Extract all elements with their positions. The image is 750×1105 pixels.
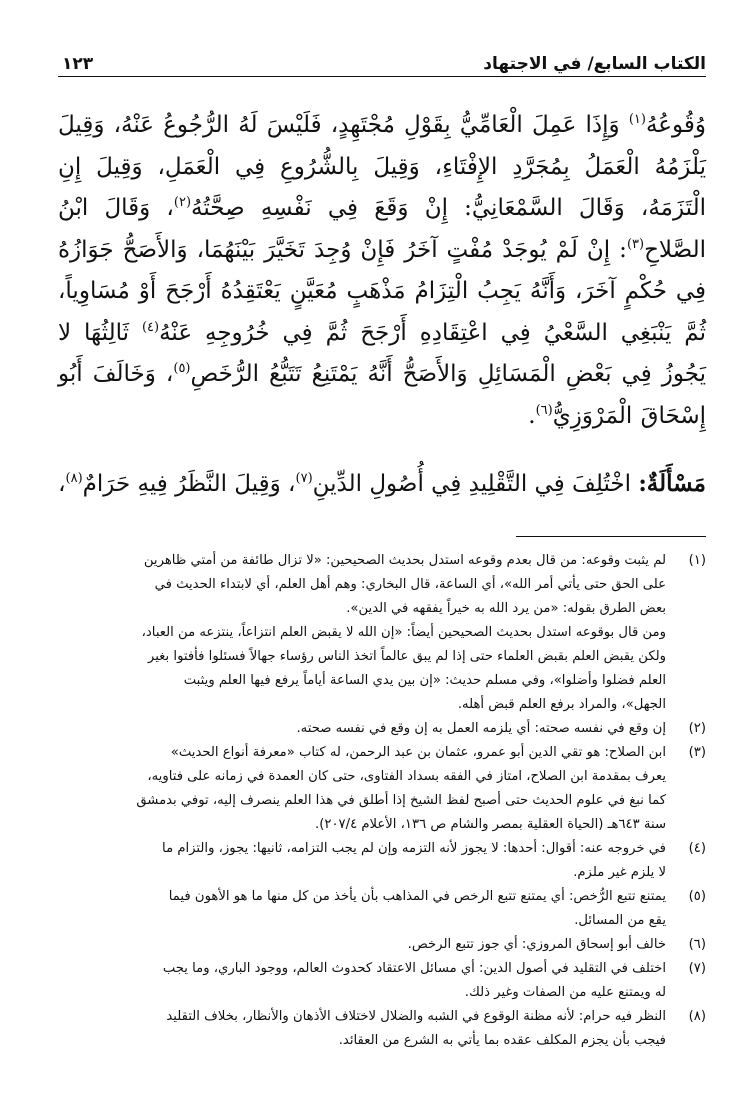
masala-text-segment: ، [58,471,66,497]
footnote-2 [58,717,706,741]
book-page [58,40,706,1080]
footnote-ref[interactable]: (١) [628,112,646,127]
footnote-line: يمتنع تتبع الرُّخص: أي يمتنع تتبع الرخص في المذاهب بأن يأخذ من كل منها ما هو الأهون فيما [168,888,666,904]
footnote-line: النظر فيه حرام: لأنه مظنة الوقوع في الشبه والضلال لاختلاف الأذهان والأنظار، بخلاف التقليد [166,1008,666,1024]
footnote-ref[interactable]: (٧) [295,471,313,486]
main-text [58,105,706,437]
footnote-line: فيجب بأن يجزم المكلف عقده بما يأتي به الشرع من العقائد. [338,1032,666,1048]
footnote-ref[interactable]: (٢) [173,195,192,210]
footnote-line: اختلف في التقليد في أصول الدين: أي مسائل الاعتقاد كحدوث العالم، ووجود الباري، وما يجب [162,960,666,976]
footnote-line: ابن الصلاح: هو تقي الدين أبو عمرو، عثمان بن عبد الرحمن، له كتاب «معرفة أنواع الحديث» [170,744,666,760]
footnote-line: له ويمتنع عليه من الصفات وغير ذلك. [464,984,666,1000]
footnote-line: يعرف بمقدمة ابن الصلاح، امتاز في الفقه بسداد الفتاوى، حتى كان العمدة في زمانه على فتاويه، [147,768,666,784]
main-text-segment: ثَالِثُهَا لا يَجُوزُ فِي بَعْضِ الْمَسَائِلِ وَالأَصَحُّ أَنَّهُ يَمْتَنِعُ تَتَبُّعُ الرُّخَصِ [58,319,706,387]
footnote-number: (٣) [688,744,706,760]
footnote-number: (٥) [688,888,706,904]
masala-paragraph [58,463,706,506]
footnote-number: (١) [688,552,706,568]
footnote-1 [58,549,706,717]
footnote-number: (٧) [688,960,706,976]
footnote-line: يقع من المسائل. [574,912,666,928]
footnote-line: كما نبغ في علوم الحديث حتى أصبح لفظ الشيخ إذا أطلق في هذا العلم ينصرف إليه، توفي بدمشق [136,792,666,808]
masala-keyword: مَسْأَلَةٌ: [638,470,706,497]
footnote-line: على الحق حتى يأتي أمر الله»، أي الساعة، قال البخاري: وهم أهل العلم، أي لابتداء الحديث في [154,576,666,592]
footnote-7 [58,957,706,1005]
footnote-line: إن وقع في نفسه صحته: أي يلزمه العمل به إن وقع في نفسه صحته. [296,720,666,736]
footnote-ref[interactable]: (٣) [626,236,645,252]
footnote-line: الجهل»، والمراد برفع العلم قبض أهله. [457,696,666,712]
footnote-ref[interactable]: (٥) [173,361,191,376]
footnote-line: في خروجه عنه: أقوال: أحدها: لا يجوز لأنه التزمه وإن لم يجب التزامه، ثانيها: يجوز، والتزام ما [162,840,666,856]
footnote-number: (٤) [688,840,706,856]
footnote-number: (٢) [688,720,706,736]
footnote-line: ومن قال بوقوعه استدل بحديث الصحيحين أيضاً: «إن الله لا يقبض العلم انتزاعاً، ينتزعه من العباد، [141,624,666,640]
footnote-line: بعض الطرق بقوله: «من يرد الله به خيراً يفقهه في الدين». [346,600,666,616]
main-text-segment: . [528,402,536,429]
main-text-segment: وَإِذَا عَمِلَ الْعَامِّيُّ بِقَوْلِ مُجْتَهِدٍ، فَلَيْسَ لَهُ الرُّجُوعُ عَنْهُ، وَقِيلَ يَلْزَمُهُ الْعَمَلُ بِمُجَرَّدِ الإِفْتَاءِ، وَقِيلَ بِالشُّرُوعِ فِي الْعَمَلِ، وَقِيلَ إِنِ الْتَزَمَهُ، وَقَالَ السَّمْعَانِيُّ: إِنْ وَقَعَ فِي نَفْسِهِ صِحَّتُهُ [58,112,707,221]
footnote-ref[interactable]: (٨) [65,471,83,486]
footnote-number: (٨) [688,1008,706,1024]
page-header [58,40,706,77]
footnotes [58,549,706,1053]
footnote-line: خالف أبو إسحاق المروزي: أي جوز تتبع الرخص. [407,936,666,952]
masala-text-segment: ، وَقِيلَ النَّظَرُ فِيهِ حَرَامٌ [82,471,296,497]
masala-text-segment: اخْتُلِفَ فِي التَّقْلِيدِ فِي أُصُولِ الدِّينِ [312,471,639,497]
footnote-line: ولكن يقبض العلم بقبض العلماء حتى إذا لم يبق عالماً اتخذ الناس رؤساء جهالاً فسئلوا فأفتوا بغير [147,648,666,664]
main-text-segment: ، وَخَالَفَ أَبُو إِسْحَاقَ الْمَرْوَزِيُّ [58,361,706,429]
footnote-number: (٦) [688,936,706,952]
footnote-separator [516,536,706,537]
running-title: الكتاب السابع/ في الاجتهاد [483,54,706,74]
footnote-line: لا يلزم غير ملزم. [573,864,666,880]
main-text-segment: ، وَقَالَ ابْنُ الصَّلاحِ [58,195,706,263]
footnote-line: سنة ٦٤٣هـ (الحياة العقلية بمصر والشام ص ١٣٦، الأعلام ٢٠٧/٤). [315,816,666,832]
footnote-ref[interactable]: (٤) [141,319,160,335]
footnote-4 [58,837,706,885]
main-text-segment: : إِنْ لَمْ يُوجَدْ مُفْتٍ آخَرُ فَإِنْ وُجِدَ تَخَيَّرَ بَيْنَهُمَا، وَالأَصَحُّ جَوَازُهُ فِي حُكْمٍ آخَرَ، وَأَنَّهُ يَجِبُ الْتِزَامُ مَذْهَبٍ مُعَيَّنٍ يَعْتَقِدُهُ أَرْجَحَ أَوْ مُسَاوِياً، ثُمَّ يَنْبَغِي السَّعْيُ فِي اعْتِقَادِهِ أَرْجَحَ ثُمَّ فِي خُرُوجِهِ عَنْهُ [58,236,706,346]
footnote-ref[interactable]: (٦) [535,402,553,418]
footnote-8 [58,1005,706,1053]
footnote-line: لم يثبت وقوعه: من قال بعدم وقوعه استدل بحديث الصحيحين: «لا تزال طائفة من أمتي ظاهرين [143,552,666,568]
page-number: ١٢٣ [62,54,94,74]
main-text-segment: وُقُوعُهُ [645,112,706,138]
footnote-5 [58,885,706,933]
footnote-line: العلم فضلوا وأضلوا»، وفي مسلم حديث: «إن بين يدي الساعة أياماً يرفع فيها العلم ويثبت [183,672,666,688]
footnote-6 [58,933,706,957]
footnote-3 [58,741,706,837]
